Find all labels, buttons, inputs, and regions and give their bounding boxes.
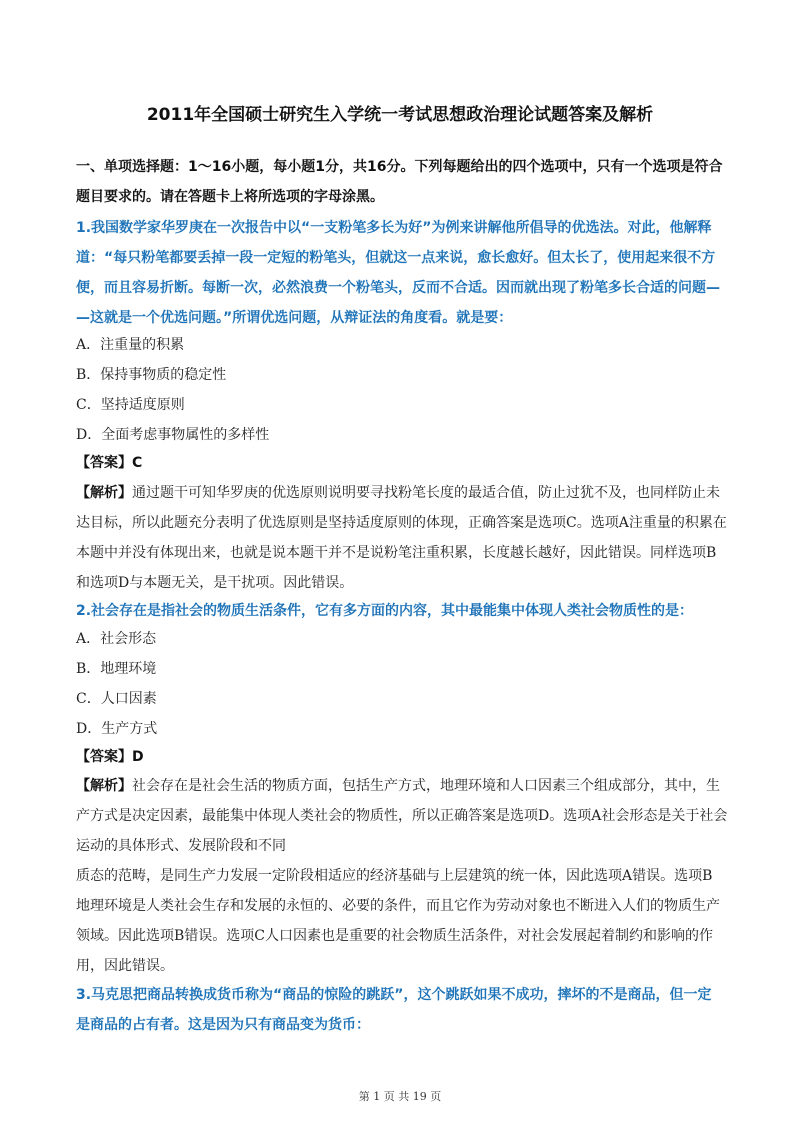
option-b: B．地理环境 bbox=[76, 661, 157, 677]
option-d: D．全面考虑事物属性的多样性 bbox=[76, 427, 270, 443]
option-c: C．坚持适度原则 bbox=[76, 397, 185, 413]
option-c: C．人口因素 bbox=[76, 691, 157, 707]
answer-label: 【答案】 bbox=[76, 749, 132, 765]
question-2-options bbox=[76, 624, 728, 744]
analysis-line: 领域。因此选项B错误。选项C人口因素也是重要的社会物质生活条件，对社会发展起着制约和影响的作 bbox=[76, 928, 713, 944]
section-heading bbox=[76, 152, 728, 212]
page-footer: 第 1 页 共 19 页 bbox=[358, 1090, 442, 1103]
question-stem-line: 便，而且容易折断。每断一次，必然浪费一个粉笔头，反而不合适。因而就出现了粉笔多长合适的问题— bbox=[76, 280, 720, 296]
question-2-answer bbox=[76, 742, 728, 772]
option-d: D．生产方式 bbox=[76, 721, 158, 737]
analysis-line: 本题中并没有体现出来，也就是说本题干并不是说粉笔注重积累，长度越长越好，因此错误。同样选项B bbox=[76, 545, 717, 561]
analysis-line: 地理环境是人类社会生存和发展的永恒的、必要的条件，而且它作为劳动对象也不断进入人们的物质生产 bbox=[76, 898, 720, 914]
question-stem-line: 3.马克思把商品转换成货币称为“商品的惊险的跳跃”，这个跳跃如果不成功，摔坏的不是商品，但一定 bbox=[76, 987, 712, 1003]
analysis-line: 产方式是决定因素，最能集中体现人类社会的物质性，所以正确答案是选项D。选项A社会形态是关于社会 bbox=[76, 808, 728, 824]
question-1-analysis bbox=[76, 478, 728, 598]
question-stem-line: 1.我国数学家华罗庚在一次报告中以“一支粉笔多长为好”为例来讲解他所倡导的优选法。对此，他解释 bbox=[76, 220, 712, 236]
question-2-stem bbox=[76, 596, 728, 626]
answer-value: D bbox=[132, 749, 144, 765]
analysis-line: 用，因此错误。 bbox=[76, 958, 174, 974]
analysis-line: 通过题干可知华罗庚的优选原则说明要寻找粉笔长度的最适合值，防止过犹不及，也同样防止未 bbox=[132, 485, 720, 501]
question-stem-line: 道：“每只粉笔都要丢掉一段一定短的粉笔头，但就这一点来说，愈长愈好。但太长了，使用起来很不方 bbox=[76, 250, 716, 266]
analysis-line: 达目标，所以此题充分表明了优选原则是坚持适度原则的体现，正确答案是选项C。选项A注重量的积累在 bbox=[76, 515, 727, 531]
answer-label: 【答案】 bbox=[76, 455, 132, 471]
analysis-label: 【解析】 bbox=[76, 485, 132, 501]
analysis-line: 社会存在是社会生活的物质方面，包括生产方式，地理环境和人口因素三个组成部分，其中，生 bbox=[132, 778, 720, 794]
question-stem-line: 2.社会存在是指社会的物质生活条件，它有多方面的内容，其中最能集中体现人类社会物质性的是： bbox=[76, 603, 694, 619]
analysis-label: 【解析】 bbox=[76, 778, 132, 794]
section-heading-line: 一、单项选择题：1～16小题，每小题1分，共16分。下列每题给出的四个选项中，只有一个选项是符合 bbox=[76, 159, 723, 175]
option-a: A．社会形态 bbox=[76, 631, 157, 647]
question-3-stem bbox=[76, 980, 728, 1040]
question-2-analysis bbox=[76, 771, 728, 981]
analysis-line: 和选项D与本题无关，是干扰项。因此错误。 bbox=[76, 575, 354, 591]
question-1-stem bbox=[76, 213, 728, 333]
analysis-line: 质态的范畴，是同生产力发展一定阶段相适应的经济基础与上层建筑的统一体，因此选项A错误。选项B bbox=[76, 868, 713, 884]
analysis-line: 运动的具体形式、发展阶段和不同 bbox=[76, 838, 286, 854]
question-1-options bbox=[76, 330, 728, 450]
section-heading-line: 题目要求的。请在答题卡上将所选项的字母涂黑。 bbox=[76, 189, 384, 205]
question-1-answer bbox=[76, 448, 728, 478]
answer-value: C bbox=[132, 455, 143, 471]
option-a: A．注重量的积累 bbox=[76, 337, 185, 353]
question-stem-line: —这就是一个优选问题。”所谓优选问题，从辩证法的角度看。就是要： bbox=[76, 310, 513, 326]
question-stem-line: 是商品的占有者。这是因为只有商品变为货币： bbox=[76, 1017, 370, 1033]
option-b: B．保持事物质的稳定性 bbox=[76, 367, 227, 383]
page-title: 2011年全国硕士研究生入学统一考试思想政治理论试题答案及解析 bbox=[146, 105, 654, 125]
